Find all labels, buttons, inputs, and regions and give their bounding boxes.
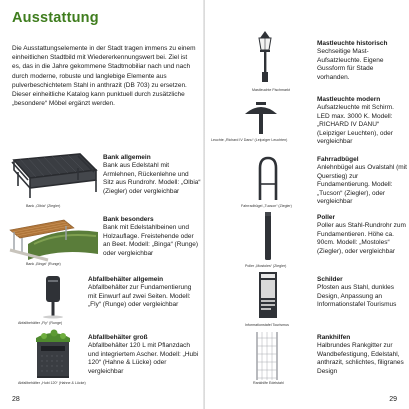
bollard-image xyxy=(261,210,275,262)
bench-general-title: Bank allgemein xyxy=(103,154,151,161)
bin-large-title: Abfallbehälter groß xyxy=(88,334,148,341)
bollard-entry xyxy=(317,214,407,256)
bin-large-desc: Abfallbehälter 120 L mit Pflanzdach und integriertem Ascher. Modell: „Hubi 120“ (Hahne & Lücke) oder vergleichbar xyxy=(88,342,199,375)
bin-general-desc: Abfallbehälter zur Fundamentierung mit Einwurf auf zwei Seiten. Modell: „Fly“ (Runge) oder vergleichbar xyxy=(88,284,192,309)
page-number-left: 28 xyxy=(12,396,20,403)
bollard-title: Poller xyxy=(317,214,336,221)
signs-entry xyxy=(317,276,407,310)
page-title: Ausstattung xyxy=(12,10,99,26)
trellis-image xyxy=(253,330,281,382)
bench-special-title: Bank besonders xyxy=(103,216,154,223)
bin-hubi-image xyxy=(30,330,76,380)
bollard-caption: Poller „Mostoles“ (Ziegler) xyxy=(245,264,287,268)
bike-rack-title: Fahrradbügel xyxy=(317,156,359,163)
bike-rack-entry xyxy=(317,156,407,206)
trellis-title: Rankhilfen xyxy=(317,334,351,341)
bench-binga-caption: Bank „Binga“ (Runge) xyxy=(26,262,61,266)
signs-desc: Pfosten aus Stahl, dunkles Design, Anpassung an Informationstafel Tourismus xyxy=(317,284,397,309)
historic-lamp-caption: Mastleuchte Fischmarkt xyxy=(252,88,290,92)
info-sign-caption: Informationstafel Tourismus xyxy=(245,323,289,327)
intro-text: Die Ausstattungselemente in der Stadt tragen immens zu einem einheitlichen Stadtbild mit Wiedererkennungswert bei. Ziel ist es, das in die Jahre gekommene Stadtmobiliar nach und nach durch moderne, robuste und langlebige Elemente aus pulverbeschichtetem Stahl in anthrazit (DB 703) zu ersetzen. Dieser einheitliche Katalog kann punktuell durch zusätzliche „besondere“ Möbel ergänzt werden. xyxy=(12,45,196,108)
signs-title: Schilder xyxy=(317,276,343,283)
bin-hubi-caption: Abfallbehälter „Hubi 120“ (Hahne & Lücke) xyxy=(18,381,86,385)
right-page xyxy=(205,0,409,409)
historic-lamp-entry xyxy=(317,40,407,82)
modern-lamp-entry xyxy=(317,96,407,146)
bin-large-entry xyxy=(88,334,200,376)
bollard-desc: Poller aus Stahl-Rundrohr zum Fundamentieren. Höhe ca. 90cm. Modell: „Mostoles“ (Ziegler), oder vergleichbar xyxy=(317,222,406,255)
bench-general-entry xyxy=(103,154,201,196)
bench-binga-image xyxy=(8,214,100,262)
modern-lamp-caption: Leuchte „Richard IV Danu“ (Leipziger Leuchten) xyxy=(211,138,288,142)
historic-lamp-desc: Sechseitige Mast-Aufsatzleuchte. Eigene Gussform für Stade vorhanden. xyxy=(317,48,384,81)
bin-general-title: Abfallbehälter allgemein xyxy=(88,276,164,283)
trellis-desc: Halbrundes Rankgitter zur Wandbefestigung, Edelstahl, anthrazit, schlichtes, filigranes Design xyxy=(317,342,404,375)
bin-fly-caption: Abfallbehälter „Fly“ (Runge) xyxy=(18,321,63,325)
bench-general-desc: Bank aus Edelstahl mit Armlehnen, Rückenlehne und Sitz aus Rundrohr. Modell: „Olbia“ (Ziegler) oder vergleichbar xyxy=(103,162,201,195)
info-sign-image xyxy=(255,270,281,322)
bin-fly-image xyxy=(36,272,70,318)
bench-olbia-caption: Bank „Olbia“ (Ziegler) xyxy=(26,204,61,208)
modern-lamp-desc: Aufsatzleuchte mit Schirm. LED max. 3000 K. Modell: „RICHARD IV DANU“ (Leipziger Leuchten), oder vergleichbar xyxy=(317,104,394,146)
bike-rack-caption: Fahrradbügel „Tucson“ (Ziegler) xyxy=(241,204,292,208)
trellis-caption: Rankhilfe Edelstahl xyxy=(253,381,284,385)
bench-special-entry xyxy=(103,216,201,258)
modern-lamp-title: Mastleuchte modern xyxy=(317,96,381,103)
bench-special-desc: Bank mit Edelstahlbeinen und Holzauflage. Freistehende oder an Beet. Modell: „Binga“ (Runge) oder vergleichbar xyxy=(103,224,199,257)
historic-lamp-image xyxy=(250,28,280,86)
trellis-entry xyxy=(317,334,407,376)
page-number-right: 29 xyxy=(389,396,397,403)
modern-lamp-image xyxy=(241,96,281,136)
historic-lamp-title: Mastleuchte historisch xyxy=(317,40,388,47)
bike-rack-image xyxy=(255,156,281,202)
bin-general-entry xyxy=(88,276,200,310)
bench-olbia-image xyxy=(8,150,100,204)
bike-rack-desc: Anlehnbügel aus Ovalstahl (mit Querstieg) zur Fundamentierung. Modell: „Tucson“ (Ziegler), oder vergleichbar xyxy=(317,164,407,206)
left-page xyxy=(0,0,204,409)
